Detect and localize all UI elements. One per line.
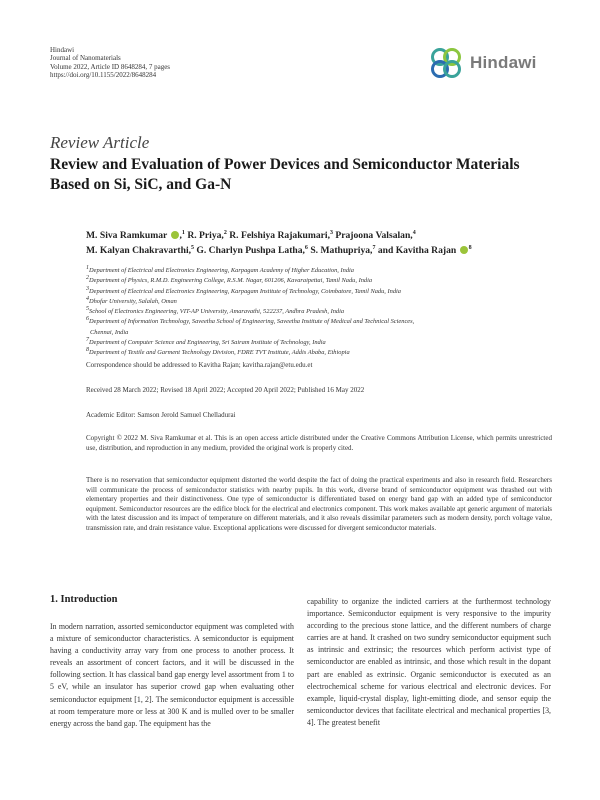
affiliation-text: Department of Textile and Garment Technology Division, FDRE TVT Institute, Addis Ababa, Ethiopia — [89, 349, 350, 357]
affiliation-list — [86, 266, 566, 359]
article-title: Review and Evaluation of Power Devices and Semiconductor Materials Based on Si, SiC, and Ga-N — [50, 156, 520, 193]
logo-text: Hindawi — [470, 53, 537, 72]
hindawi-logo-icon — [430, 48, 466, 78]
body-column-left: In modern narration, assorted semiconductor equipment was completed with a mixture of semiconductor characteristics. A semiconductor is equipment having a conductivity array vary from one process to another process. It reveals an assortment of concert factors, and it will be discussed in the following section. It has classical band gap energy level assortment from 1 to 5 eV, while an insulator has superior crowd gap when evaluating other semiconductor equipment [1, 2]. The semiconductor equipment is accessible at room temperature more or less at 300 K and is mulled over to be smaller energy across the band gap. The equipment has the — [50, 622, 294, 728]
author-sup: 4 — [412, 229, 416, 236]
author-name: M. Kalyan Chakravarthi, — [86, 245, 192, 256]
copyright-notice: Copyright © 2022 M. Siva Ramkumar et al. This is an open access article distributed under the Creative Commons Attribution License, which permits unrestricted use, distribution, and reproduction in any medium, provided the original work is properly cited. — [86, 434, 552, 452]
affiliation-sup: 7 — [86, 336, 89, 343]
hindawi-logo[interactable] — [430, 48, 537, 78]
orcid-icon[interactable] — [171, 231, 179, 239]
affiliation-text: School of Electronics Engineering, VIT-AP University, Amaravathi, 522237, Andhra Pradesh, India — [89, 308, 345, 316]
journal-name: Journal of Nanomaterials — [50, 54, 121, 63]
author-sup: 8 — [468, 244, 472, 251]
author-name: S. Mathupriya, — [310, 245, 373, 256]
abstract: There is no reservation that semiconductor equipment distorted the world despite the fact of doing the practical experiments and also in research field. Researchers will communicate the process of semiconductor statistics with nearby pupils. In this work, diverse brand of semiconductor equipment was thrashed out with elementary properties and their distinctiveness. One type of semiconductor is differentiated based on energy band gap with an added type of semiconductor equipment. Semiconductor resources are the edifice block for the electrical and electronics component. This work makes available apt generic argument of materials with the latest discussion and its impact of temperature on different materials, and it also reveals dissimilar parameters such as modern density, porch voltage value, transmission rate, and drain resistance value. Exceptional applications were discussed for divergent semiconductor materials. — [86, 476, 552, 532]
affiliation-sup: 2 — [86, 275, 89, 282]
author-list: M. Siva Ramkumar ,$^1$ R. Priya,$^2$ R. Felshiya Rajakumari,$^3$ Prajoona Valsalan,$^4$ M. Kalyan Chakravarthi,$^5$ G. Charlyn Pushpa Latha,$^6$ S. Mathupriya,$^7$ and Kavitha Rajan $^8$ — [86, 229, 472, 256]
author-name: and Kavitha Rajan — [377, 245, 457, 256]
affiliation-item — [86, 307, 566, 317]
author-name: R. Priya, — [187, 230, 224, 241]
author-name: M. Siva Ramkumar — [86, 230, 168, 241]
correspondence: Correspondence should be addressed to Kavitha Rajan; kavitha.rajan@etu.edu.et — [86, 361, 313, 369]
body-column-right: capability to organize the indicted carriers at the furthermost technology importance. Semiconductor equipment is very responsive to the impurity according to the precious stone lattice, and the different numbers of charge carries are at hand. It crashed on two sundry semiconductor equipment such as intrinsic and extrinsic; the resources which perform activist type of semiconductor are enabled as intrinsic, and those which result in the dopant part are enabled as extrinsic. Organic semiconductor is executed as an electrochemical scheme for various electrical and electronic devices. For example, liquid-crystal display, light-emitting diode, and sensor equip the semiconductor devices that facilitate electrical and mechanical properties [3, 4]. The greatest benefit — [307, 597, 551, 727]
affiliation-text: Department of Information Technology, Saveetha School of Engineering, Saveetha Institute of Medical and Technical Sciences, — [89, 318, 415, 326]
affiliation-item — [86, 317, 566, 327]
volume-info: Volume 2022, Article ID 8648284, 7 pages — [50, 62, 171, 71]
affiliation-text: Dhofar University, Salalah, Oman — [89, 297, 177, 305]
affiliation-item — [86, 276, 566, 286]
academic-editor: Academic Editor: Samson Jerold Samuel Chelladurai — [86, 411, 236, 419]
affiliation-sup: 3 — [86, 285, 89, 292]
affiliation-sup: 1 — [86, 264, 89, 271]
author-sup: 1 — [181, 229, 185, 236]
affiliation-text: Department of Computer Science and Engineering, Sri Sairam Institute of Technology, India — [89, 339, 326, 347]
article-type: Review Article — [50, 133, 150, 152]
doi-link[interactable]: https://doi.org/10.1155/2022/8648284 — [50, 71, 157, 80]
affiliation-sup: 4 — [86, 295, 89, 302]
orcid-icon[interactable] — [460, 246, 468, 254]
section-heading: 1. Introduction — [50, 594, 118, 605]
affiliation-text: Chennai, India — [90, 328, 129, 336]
author-name: R. Felshiya Rajakumari, — [229, 230, 330, 241]
author-sup: 3 — [329, 229, 333, 236]
author-sup: 6 — [304, 244, 308, 251]
author-name: G. Charlyn Pushpa Latha, — [196, 245, 305, 256]
affiliation-sup: 6 — [86, 316, 89, 323]
affiliation-item — [86, 338, 566, 348]
affiliation-sup: 8 — [86, 347, 89, 354]
author-name: Prajoona Valsalan, — [335, 230, 413, 241]
affiliation-item — [86, 328, 566, 338]
affiliation-item — [86, 348, 566, 358]
affiliation-text: Department of Electrical and Electronics Engineering, Karpagam Institute of Technology, Coimbatore, Tamil Nadu, India — [89, 287, 401, 295]
article-dates: Received 28 March 2022; Revised 18 April 2022; Accepted 20 April 2022; Published 16 May 2022 — [86, 386, 365, 394]
publisher-name: Hindawi — [50, 46, 75, 54]
affiliation-text: Department of Physics, R.M.D. Engineering College, R.S.M. Nagar, 601206, Kavaraipettai, Tamil Nadu, India — [89, 277, 373, 285]
affiliation-text: Department of Electrical and Electronics Engineering, Karpagam Academy of Higher Education, India — [89, 267, 354, 274]
affiliation-sup: 5 — [86, 306, 89, 313]
journal-meta — [50, 46, 170, 80]
affiliation-item — [86, 266, 566, 276]
affiliation-item — [86, 287, 566, 297]
author-sup: 5 — [191, 244, 195, 251]
author-sup: 2 — [223, 229, 227, 236]
author-sup: 7 — [372, 244, 376, 251]
affiliation-item — [86, 297, 566, 307]
